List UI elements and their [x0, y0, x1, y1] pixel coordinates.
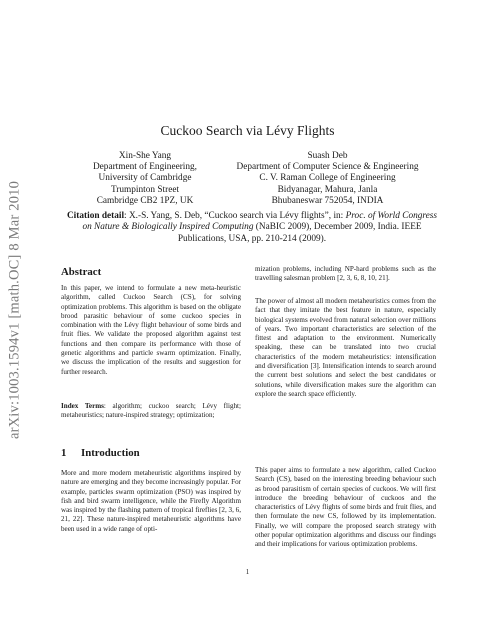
author-name: Suash Deb	[307, 151, 348, 161]
author-affiliation-line: University of Cambridge	[98, 173, 192, 184]
author-affiliation-line: Trumpinton Street	[110, 184, 180, 195]
author-affiliation-line: Department of Computer Science & Engineering	[236, 162, 419, 173]
section-title: Introduction	[81, 447, 140, 459]
author-affiliation-line: Department of Engineering,	[92, 162, 198, 173]
section-heading-introduction	[61, 447, 241, 459]
right-paragraph-1: mization problems, including NP-hard problems such as the travelling salesman problem [2, 3, 6, 8, 10, 21].	[255, 265, 436, 283]
author-block-1	[60, 151, 230, 207]
page-number: 1	[245, 568, 250, 576]
section-number: 1	[61, 447, 67, 459]
index-terms-text: : algorithm; cuckoo search; Lévy flight; metaheuristics; nature-inspired strategy; optimization;	[61, 402, 241, 420]
citation-detail	[62, 211, 442, 245]
arxiv-id: arXiv:1003.1594v1 [math.OC] 8 Mar 2010	[6, 180, 23, 440]
author-block-2	[215, 151, 440, 207]
author-affiliation-line: Bhubaneswar 752054, INDIA	[271, 195, 384, 206]
author-affiliation-line: Bidyanagar, Mahura, Janla	[277, 184, 378, 195]
abstract-text: In this paper, we intend to formulate a new meta-heuristic algorithm, called Cuckoo Search (CS), for solving optimization problems. This algorithm is based on the obligate brood parasitic behaviour of some cuckoo species in combination with the Lévy flight behaviour of some birds and fruit flies. We validate the proposed algorithm against test functions and then compare its performance with those of genetic algorithms and particle swarm optimization. Finally, we discuss the implication of the results and suggestion for further research.	[61, 284, 241, 376]
index-terms-label: Index Terms	[61, 402, 104, 410]
abstract-heading: Abstract	[61, 266, 102, 278]
author-name: Xin-She Yang	[118, 151, 172, 161]
author-affiliation-line: C. V. Raman College of Engineering	[259, 173, 396, 184]
author-affiliation-line: Cambridge CB2 1PZ, UK	[96, 195, 194, 206]
index-terms	[61, 402, 241, 421]
citation-label: Citation detail	[66, 211, 125, 221]
paper-title: Cuckoo Search via Lévy Flights	[160, 123, 335, 138]
right-paragraph-2: The power of almost all modern metaheuristics comes from the fact that they imitate the best feature in nature, especially biological systems evolved from natural selection over millions of years. Two important characteristics are selection of the fittest and adaptation to the environment. Numerically speaking, these can be translated into two crucial characteristics of the modern metaheuristics: intensification and diversification [3]. Intensification intends to search around the current best solutions and select the best candidates or solutions, while diversification makes sure the algorithm can explore the search space efficiently.	[255, 297, 436, 398]
right-paragraph-3: This paper aims to formulate a new algorithm, called Cuckoo Search (CS), based on the interesting breeding behaviour such as brood parasitism of certain species of cuckoos. We will first introduce the breeding behaviour of cuckoos and the characteristics of Lévy flights of some birds and fruit flies, and then formulate the new CS, followed by its implementation. Finally, we will compare the proposed search strategy with other popular optimization algorithms and discuss our findings and their implications for various optimization problems.	[255, 466, 436, 549]
citation-text-b: (NaBIC 2009), December 2009, India. IEEE Publications, USA, pp. 210-214 (2009).	[177, 222, 422, 244]
citation-venue: Proc. of World Congress on Nature & Biologically Inspired Computing	[82, 211, 438, 233]
arxiv-stamp	[2, 150, 28, 470]
intro-paragraph: More and more modern metaheuristic algorithms inspired by nature are emerging and they become increasingly popular. For example, particles swarm optimization (PSO) was inspired by fish and bird swarm intelligence, while the Firefly Algorithm was inspired by the flashing pattern of tropical fireflies [2, 3, 6, 21, 22]. These nature-inspired metaheuristic algorithms have been used in a wide range of opti-	[61, 469, 241, 533]
citation-text-a: : X.-S. Yang, S. Deb, “Cuckoo search via Lévy flights”, in:	[124, 211, 346, 221]
